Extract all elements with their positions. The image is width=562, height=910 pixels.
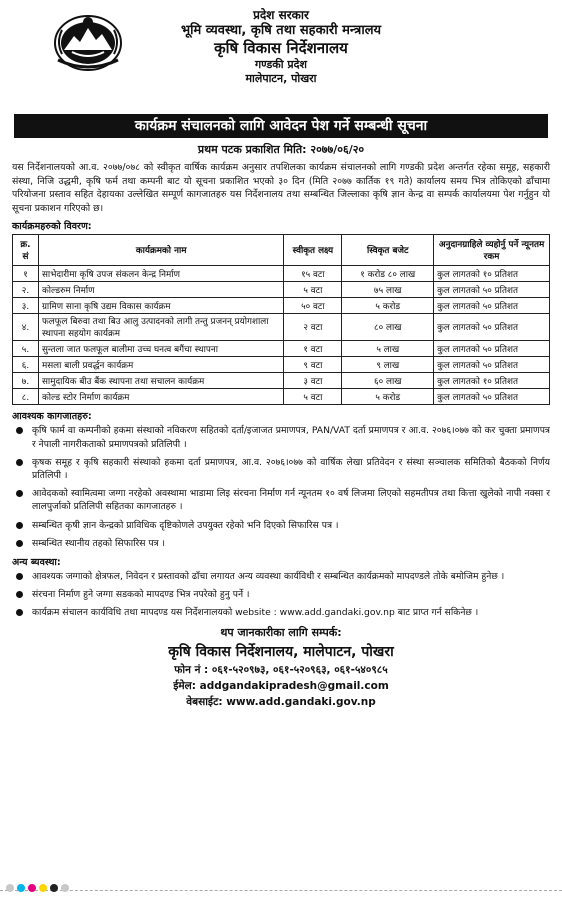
header-location: मालेपाटन, पोखरा — [245, 71, 317, 85]
cell-serial: ३. — [13, 298, 39, 314]
bullet-icon — [16, 490, 23, 497]
registration-dot-icon — [6, 884, 14, 892]
cell-target: ९ वटा — [284, 357, 342, 373]
other-provisions-list — [12, 570, 550, 620]
cell-serial: ७. — [13, 373, 39, 389]
cell-serial: २. — [13, 282, 39, 298]
print-footer — [0, 884, 562, 910]
table-header-row — [13, 235, 550, 266]
publish-date: प्रथम पटक प्रकाशित मिति: २०७७/०६/२० — [197, 143, 365, 156]
cell-target: २ वटा — [284, 314, 342, 341]
col-header-budget: स्विकृत बजेट — [342, 235, 434, 266]
bullet-icon — [16, 459, 23, 466]
notice-header — [8, 6, 554, 110]
bullet-icon — [16, 540, 23, 547]
cell-serial: ६. — [13, 357, 39, 373]
col-header-program: कार्यक्रमको नाम — [38, 235, 283, 266]
cell-serial: ५. — [13, 341, 39, 357]
list-item: संरचना निर्माण हुने जग्गा सडकको मापदण्ड भित्र नपरेको हुनु पर्ने । — [12, 588, 550, 601]
bullet-icon — [16, 573, 23, 580]
notice-page — [8, 6, 554, 878]
table-row — [13, 282, 550, 298]
cell-share: कुल लागतको १० प्रतिशत — [434, 266, 550, 282]
list-item: सम्बन्धित कृषी ज्ञान केन्द्रको प्राविधिक दृष्टिकोणले उपयुक्त रहेको भनि दिएको सिफारिस पत्र । — [12, 519, 550, 532]
cell-budget: ६० लाख — [342, 373, 434, 389]
registration-dot-icon — [17, 884, 25, 892]
cell-program: साभेदारीमा कृषि उपज संकलन केन्द्र निर्माण — [38, 266, 283, 282]
other-provisions-heading: अन्य ब्यवस्था: — [12, 557, 61, 568]
cell-target: ३ वटा — [284, 373, 342, 389]
cell-budget: ५ करोड — [342, 389, 434, 405]
cell-program: फलफूल बिरुवा तथा बिउ आलु उत्पादनको लागी तन्तु प्रजनन् प्रयोगशाला स्थापना सहयोग कार्यक्रम — [38, 314, 283, 341]
table-row — [13, 266, 550, 282]
col-header-share: अनुदानग्राहिले व्यहोर्नु पर्ने न्यूनतम रकम — [434, 235, 550, 266]
contact-office: कृषि विकास निर्देशनालय, मालेपाटन, पोखरा — [168, 643, 394, 660]
cell-serial: ८. — [13, 389, 39, 405]
col-header-serial: क्र. सं — [13, 235, 39, 266]
cell-share: कुल लागतको १० प्रतिशत — [434, 373, 550, 389]
header-ministry: भूमि व्यवस्था, कृषि तथा सहकारी मन्त्रालय — [180, 23, 382, 38]
bullet-icon — [16, 427, 23, 434]
programs-heading: कार्यक्रमहरुको विवरण: — [12, 221, 92, 233]
contact-website: वेबसाईट: www.add.gandaki.gov.np — [186, 695, 376, 708]
footer-rule — [0, 890, 562, 891]
header-directorate: कृषि विकास निर्देशनालय — [214, 39, 348, 58]
bullet-icon — [16, 522, 23, 529]
documents-list — [12, 424, 550, 550]
cell-serial: १ — [13, 266, 39, 282]
cell-share: कुल लागतको ५० प्रतिशत — [434, 389, 550, 405]
contact-block — [8, 625, 554, 709]
col-header-target: स्वीकृत लक्ष्य — [284, 235, 342, 266]
list-item: आवश्यक जग्गाको क्षेत्रफल, निवेदन र प्रस्तावको ढाँचा लगायत अन्य व्यवस्था कार्यविधी र सम्बन्धित कार्यक्रमको मापदण्डले तोके बमोजिम हुनेछ । — [12, 570, 550, 583]
header-province: गण्डकी प्रदेश — [254, 58, 307, 71]
cell-share: कुल लागतको ५० प्रतिशत — [434, 357, 550, 373]
list-item: कृषक समूह र कृषि सहकारी संस्थाको हकमा दर्ता प्रमाणपत्र, आ.व. २०७६।०७७ को वार्षिक लेखा प्रतिवेदन र संस्था सञ्चालक समितिको बैठकको निर्णय प्रतिलिपी । — [12, 456, 550, 482]
programs-table — [12, 234, 550, 405]
header-government: प्रदेश सरकार — [253, 8, 309, 22]
list-item: आवेदकको स्वामित्वमा जग्गा नरहेको अवस्थामा भाडामा लिइ संरचना निर्माण गर्न न्यूनतम १० वर्ष लिजमा लिएको सहमतीपत्र तथा कित्ता खुलेको नापी नक्सा र लालपुर्जाको प्रतिलिपी सहितका कागजातहरु । — [12, 487, 550, 513]
contact-email: ईमेल: addgandakipradesh@gmail.com — [173, 679, 389, 692]
cell-budget: १ करोड ८० लाख — [342, 266, 434, 282]
table-row — [13, 373, 550, 389]
cell-share: कुल लागतको ५० प्रतिशत — [434, 341, 550, 357]
table-row — [13, 357, 550, 373]
registration-dot-icon — [61, 884, 69, 892]
table-row — [13, 314, 550, 341]
cell-program: मसला बाली प्रवर्द्धन कार्यक्रम — [38, 357, 283, 373]
cell-share: कुल लागतको ५० प्रतिशत — [434, 282, 550, 298]
color-registration-dots — [6, 884, 69, 892]
cell-budget: ७५ लाख — [342, 282, 434, 298]
registration-dot-icon — [50, 884, 58, 892]
bullet-icon — [16, 609, 23, 616]
table-row — [13, 298, 550, 314]
cell-program: ग्रामिण साना कृषि उद्यम विकास कार्यक्रम — [38, 298, 283, 314]
cell-budget: ९ लाख — [342, 357, 434, 373]
notice-title-banner: कार्यक्रम संचालनको लागि आवेदन पेश गर्ने सम्बन्धी सूचना — [14, 114, 548, 138]
documents-heading: आवश्यक कागजातहरु: — [12, 411, 92, 423]
list-item: कृषि फार्म वा कम्पनीको हकमा संस्थाको नविकरण सहितको दर्ता/इजाजत प्रमाणपत्र, PAN/VAT दर्ता प्रमाणपत्र र आ.व. २०७६।०७७ को कर चुक्ता प्रमाणपत्र र नेपाली नागरीकताको प्रमाणपत्रको प्रतिलिपी । — [12, 424, 550, 450]
cell-serial: ४. — [13, 314, 39, 341]
list-item: कार्यक्रम संचालन कार्यविधि तथा मापदण्ड यस निर्देशनालयको website : www.add.gandaki.gov.np बाट प्राप्त गर्न सकिनेछ । — [12, 606, 550, 619]
cell-share: कुल लागतको ५० प्रतिशत — [434, 314, 550, 341]
cell-target: १५ वटा — [284, 266, 342, 282]
cell-budget: ५ लाख — [342, 341, 434, 357]
cell-budget: ५ करोड — [342, 298, 434, 314]
cell-program: सुन्तला जात फलफूल बालीमा उच्च घनत्व बगैंचा स्थापना — [38, 341, 283, 357]
table-row — [13, 341, 550, 357]
cell-program: सामुदायिक बीउ बैंक स्थापना तथा सचालन कार्यक्रम — [38, 373, 283, 389]
cell-target: १ वटा — [284, 341, 342, 357]
cell-program: कोल्ड स्टोर निर्माण कार्यक्रम — [38, 389, 283, 405]
registration-dot-icon — [39, 884, 47, 892]
list-item: सम्बन्धित स्थानीय तहको सिफारिस पत्र । — [12, 537, 550, 550]
contact-label: थप जानकारीका लागि सम्पर्क: — [220, 625, 342, 639]
cell-target: ५ वटा — [284, 282, 342, 298]
bullet-icon — [16, 591, 23, 598]
table-row — [13, 389, 550, 405]
cell-target: ५ वटा — [284, 389, 342, 405]
registration-dot-icon — [28, 884, 36, 892]
cell-share: कुल लागतको ५० प्रतिशत — [434, 298, 550, 314]
cell-budget: ८० लाख — [342, 314, 434, 341]
intro-paragraph: यस निर्देशनालयको आ.व. २०७७/०७८ को स्वीकृत वार्षिक कार्यक्रम अनुसार तपशिलका कार्यक्रम संचालनको लागि गण्डकी प्रदेश अन्तर्गत रहेका समूह, सहकारी संस्था, निजि उद्धमी, कृषि फर्म तथा कम्पनी बाट यो सूचना प्रकाशित भएको ३० दिन (मिति २०७७ कार्तिक १९ गते) कार्यालय समय भित्र तोकिएको ढाँचामा परियोजना प्रस्ताव सहित देहायका उल्लेखित सम्पूर्ण कागजातहरु यस निर्देशनालय तथा सम्बन्धित जिल्लाका कृषि ज्ञान केन्द्र वा सम्पर्क कार्यालयमा पेश गर्नुहुन यो सूचना प्रकाशन गरिएको छ। — [12, 162, 550, 214]
government-emblem-icon — [52, 10, 124, 72]
cell-program: कोल्डरुम निर्माण — [38, 282, 283, 298]
contact-phone: फोन नं : ०६१-५२०९७३, ०६१-५२०९६३, ०६१-५४०९८५ — [174, 663, 388, 676]
cell-target: ५० वटा — [284, 298, 342, 314]
